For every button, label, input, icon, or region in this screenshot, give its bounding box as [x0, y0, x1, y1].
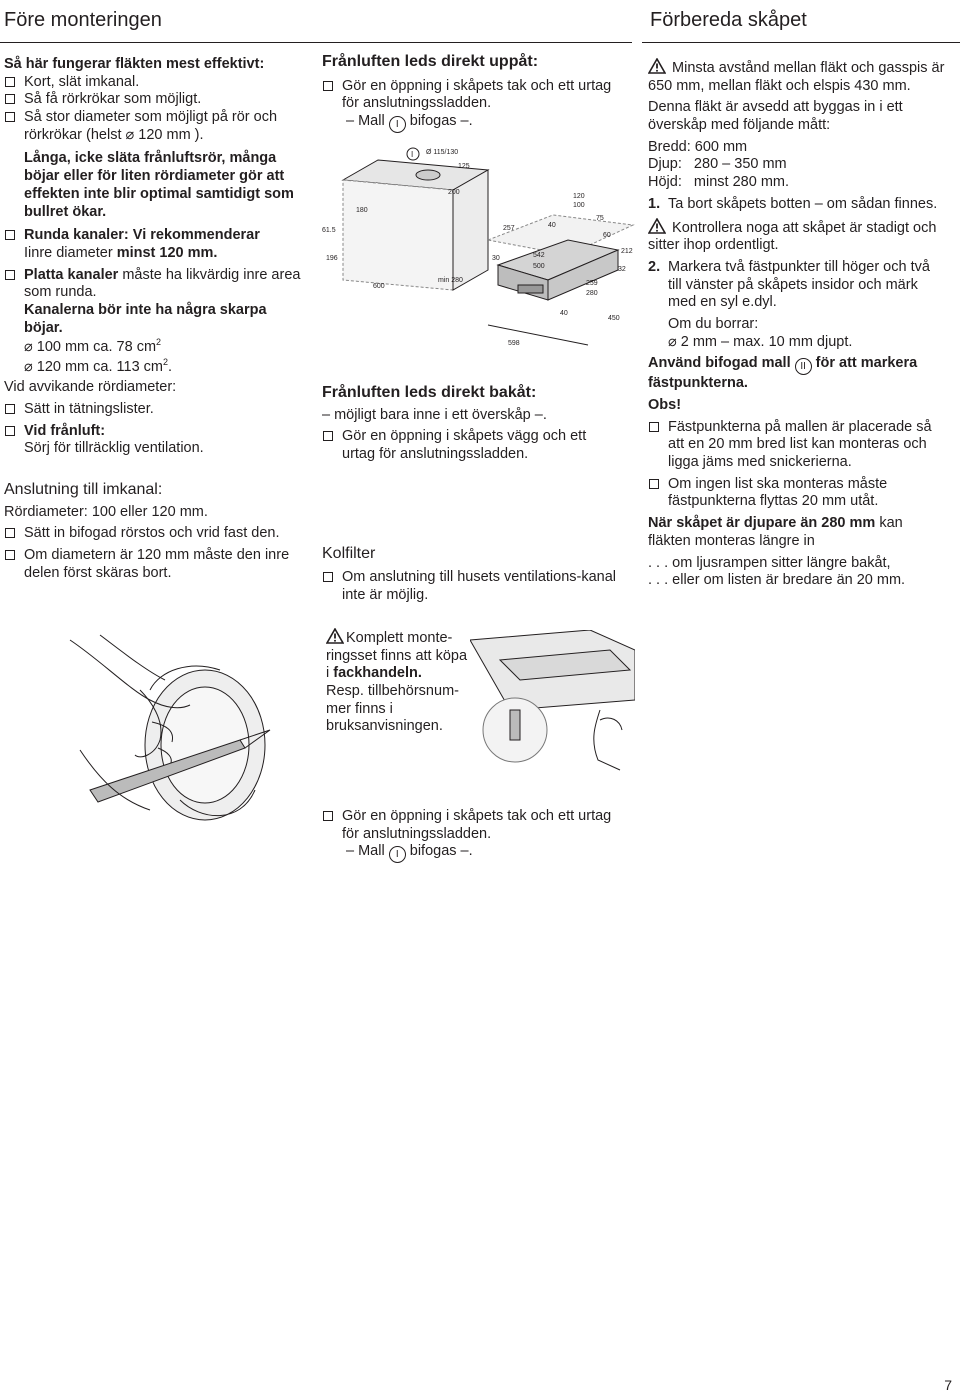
bullet-pipe-socket: Sätt in bifogad rörstos och vrid fast den. [4, 525, 304, 543]
heading-deviating: Vid avvikande rördiameter: [4, 379, 177, 396]
left-header-title: Före monteringen [4, 9, 162, 31]
pipe-socket-illustration [40, 630, 290, 840]
fig-label-500: 500 [533, 263, 545, 270]
template-note-2: – Mall I bifogas –. [322, 843, 622, 863]
warning-icon [648, 58, 666, 74]
pipe-diameter: Rördiameter: 100 eller 120 mm. [4, 503, 208, 520]
column-2-middle [322, 383, 622, 604]
fig-label-40: 40 [548, 222, 556, 229]
heading-connection: Anslutning till imkanal: [4, 481, 163, 499]
page-number: 7 [944, 1376, 952, 1393]
fig-label-125: 125 [458, 163, 470, 170]
cabinet-depth: Djup: 280 – 350 mm [648, 156, 787, 173]
fig-label-200: 200 [448, 189, 460, 196]
column-2-bottom [322, 808, 622, 863]
right-header [642, 0, 960, 43]
fig-label-280: 280 [586, 290, 598, 297]
template-note-1: – Mall I bifogas –. [322, 113, 622, 133]
step-1: 1. Ta bort skåpets botten – om sådan finnes. [648, 195, 938, 212]
fig-label-259: 259 [586, 280, 598, 287]
left-header [0, 0, 632, 43]
bullet-opening-roof: Gör en öppning i skåpets tak och ett urtag för anslutningssladden. [322, 78, 622, 113]
warning-icon [326, 628, 344, 644]
warning-icon [648, 218, 666, 234]
template-i-icon-2: I [389, 846, 406, 863]
template-i-icon: I [389, 116, 406, 133]
distance-warning: Minsta avstånd mellan fläkt och gasspis är 650 mm, mellan fläkt och elspis 430 mm. [648, 60, 945, 94]
deeper-note-2: . . . eller om listen är bredare än 20 mm. [648, 572, 906, 589]
fig-label-450: 450 [608, 315, 620, 322]
fig-label-600: 600 [373, 283, 385, 290]
back-note: – möjligt bara inne i ett överskåp –. [322, 406, 547, 423]
stability-warning: Kontrollera noga att skåpet är stadigt och sitter ihop ordentligt. [648, 219, 937, 254]
column-1 [4, 56, 304, 582]
heading-exhaust-back: Frånluften leds direkt bakåt: [322, 384, 537, 401]
fig-label-598: 598 [508, 340, 520, 347]
fig-label-212: 212 [621, 248, 633, 255]
dimension-100: ⌀ 100 mm ca. 78 $cm^2$ [24, 337, 162, 356]
warning-kit: Komplett monte-ringsset finns att köpa i fackhandeln. Resp. tillbehörsnum-mer finns i bruksanvisningen. [326, 630, 468, 735]
cabinet-roof-illustration [318, 140, 498, 300]
bullet-flat-ducts: Platta kanaler måste ha likvärdig inre area som runda. Kanalerna bör inte ha några skarpa böjar. [4, 267, 304, 338]
drill-spec: ⌀ 2 mm – max. 10 mm djupt. [668, 333, 853, 350]
drill-heading: Om du borrar: [668, 315, 759, 332]
step-2: 2. Markera två fästpunkter till höger och två till vänster på skåpets insidor och märk med en syl e.dyl. [648, 258, 930, 311]
fig-label-75: 75 [596, 215, 604, 222]
fig-label-diameter: Ø 115/130 [426, 149, 459, 156]
heading-carbon-filter: Kolfilter [322, 544, 376, 562]
bullet-large-diameter: Så stor diameter som möjligt på rör och rörkrökar (helst ⌀ 120 mm ). [4, 109, 304, 144]
obs-bullet-1: Fästpunkterna på mallen är placerade så att en 20 mm bred list kan monteras och ligga jäms med snickerierna. [648, 419, 946, 472]
dimension-120: ⌀ 120 mm ca. 113 $cm^2$. [24, 356, 173, 375]
warning-paragraph: Långa, icke släta frånluftsrör, många böjar eller för liten rördiameter gör att effekten inte blir optimal samtidigt som bullret ökar. [24, 150, 294, 220]
fig-label-60: 60 [603, 232, 611, 239]
fig-label-100: 100 [573, 202, 585, 209]
fig-label-30: 30 [492, 255, 500, 262]
bullet-cut-inner: Om diametern är 120 mm måste den inre delen först skäras bort. [4, 547, 304, 582]
bullet-opening-wall: Gör en öppning i skåpets vägg och ett urtag för anslutningssladden. [322, 428, 622, 463]
fig-label-120: 120 [573, 193, 585, 200]
use-template: Använd bifogad mall II för att markera fästpunkterna. [648, 355, 918, 392]
right-header-title: Förbereda skåpet [650, 9, 807, 31]
fig-label-61-5: 61.5 [322, 227, 336, 234]
fig-label-180: 180 [356, 207, 368, 214]
column-3 [648, 58, 946, 590]
fig-label-40b: 40 [560, 310, 568, 317]
column-2 [322, 52, 622, 133]
fig-label-32: 32 [618, 266, 626, 273]
intro-text: Så här fungerar fläkten mest effektivt: [4, 56, 265, 72]
cabinet-width: Bredd: 600 mm [648, 138, 748, 155]
carbon-filter-illustration [470, 630, 635, 780]
deeper-cabinet: När skåpet är djupare än 280 mm kan fläkten monteras längre in [648, 515, 903, 549]
deeper-note-1: . . . om ljusrampen sitter längre bakåt, [648, 554, 891, 571]
fig-label-min-280: min 280 [438, 277, 463, 284]
cabinet-height: Höjd: minst 280 mm. [648, 174, 790, 191]
obs-bullet-2: Om ingen list ska monteras måste fästpunkterna flyttas 20 mm utåt. [648, 476, 946, 511]
heading-exhaust-up: Frånluften leds direkt uppåt: [322, 53, 539, 70]
fig-label-542: 542 [533, 252, 545, 259]
fig-label-circle-i: I [411, 150, 414, 159]
bullet-smooth-duct: Kort, slät imkanal. [4, 74, 304, 92]
bullet-exhaust: Vid frånluft: Sörj för tillräcklig ventilation. [4, 423, 304, 458]
bullet-round-ducts: Runda kanaler: Vi rekommenderar Iinre diameter minst 120 mm. [4, 227, 304, 262]
bullet-opening-roof-2: Gör en öppning i skåpets tak och ett urtag för anslutningssladden. [322, 808, 622, 843]
fig-label-196: 196 [326, 255, 338, 262]
bullet-seal-strips: Sätt in tätningslister. [4, 401, 304, 419]
hood-dimension-illustration [478, 185, 640, 350]
obs-heading: Obs! [648, 397, 682, 413]
cabinet-intro: Denna fläkt är avsedd att byggas in i ett överskåp med följande mått: [648, 99, 903, 134]
fig-label-257: 257 [503, 225, 515, 232]
template-ii-icon: II [795, 358, 812, 375]
bullet-few-bends: Så få rörkrökar som möjligt. [4, 91, 304, 109]
bullet-carbon-filter: Om anslutning till husets ventilations-kanal inte är möjlig. [322, 569, 622, 604]
